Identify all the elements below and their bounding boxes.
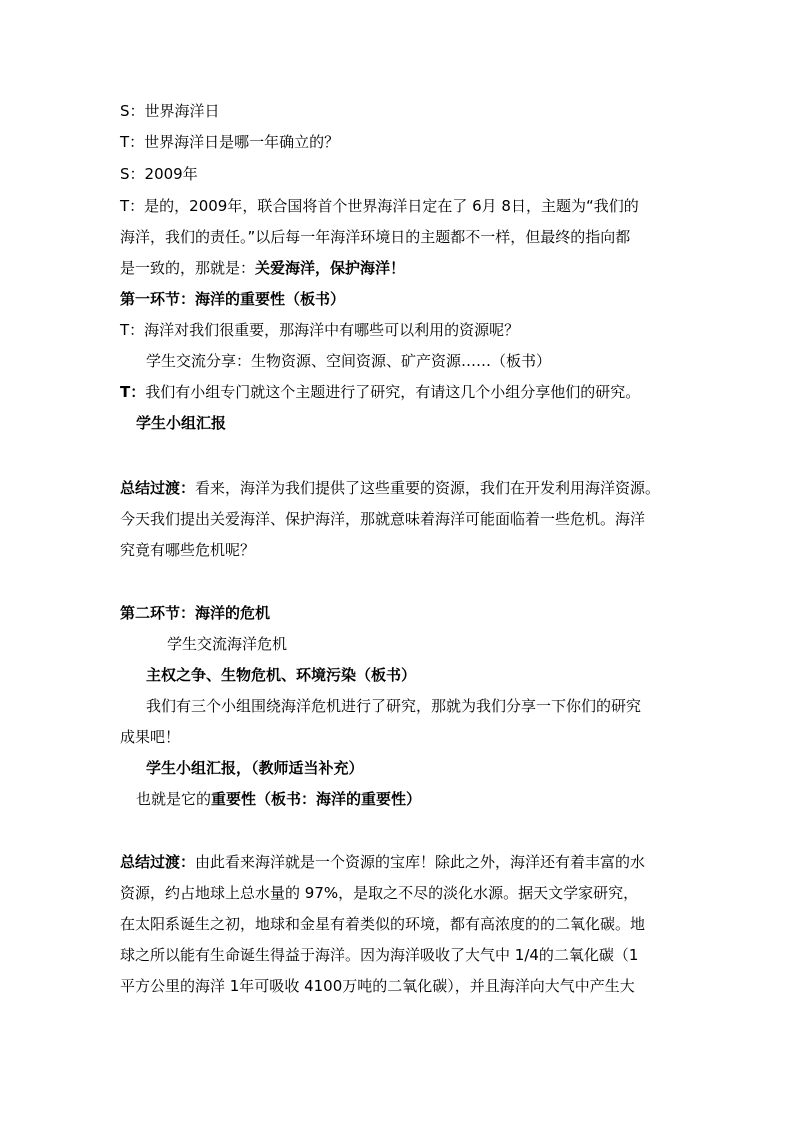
group-report-line: 学生小组汇报，（教师适当补充）	[146, 759, 364, 777]
paragraph-line: 我们有三个小组围绕海洋危机进行了研究，那就为我们分享一下你们的研究	[146, 697, 642, 715]
dialogue-line: T：海洋对我们很重要，那海洋中有哪些可以利用的资源呢？	[120, 321, 520, 339]
paragraph-text: 是一致的，那就是：	[120, 259, 256, 277]
group-report-line: 学生小组汇报	[136, 414, 227, 432]
dialogue-line: S：2009年	[120, 165, 198, 183]
dialogue-line: T：世界海洋日是哪一年确立的？	[120, 133, 340, 151]
student-share-line: 学生交流分享：生物资源、空间资源、矿产资源……（板书）	[146, 352, 552, 370]
paragraph-line: 资源，约占地球上总水量的 97%，是取之不尽的淡化水源。据天文学家研究，	[120, 884, 639, 902]
paragraph-line	[136, 789, 421, 809]
section-heading-1: 第一环节：海洋的重要性（板书）	[120, 290, 346, 308]
section-heading-2: 第二环节：海洋的危机	[120, 604, 271, 622]
paragraph-line: 平方公里的海洋 1年可吸收 4100万吨的二氧化碳），并且海洋向大气中产生大	[120, 977, 635, 995]
paragraph-line: T：是的，2009年，联合国将首个世界海洋日定在了 6月 8日，主题为“我们的	[120, 197, 639, 215]
paragraph-line: 究竟有哪些危机呢？	[120, 541, 256, 559]
paragraph-text: 我们有小组专门就这个主题进行了研究，有请这几个小组分享他们的研究。	[145, 383, 641, 401]
summary-label: 总结过渡：	[120, 853, 196, 871]
dialogue-line	[120, 382, 640, 402]
summary-line	[120, 478, 660, 498]
board-note-line: 主权之争、生物危机、环境污染（板书）	[146, 666, 417, 684]
speaker-label: T：	[120, 383, 146, 401]
emphasis-text: 关爱海洋，保护海洋！	[255, 259, 406, 277]
paragraph-text: 由此看来海洋就是一个资源的宝库！除此之外，海洋还有着丰富的水	[195, 853, 646, 871]
student-share-line: 学生交流海洋危机	[167, 635, 288, 653]
paragraph-text: 看来，海洋为我们提供了这些重要的资源，我们在开发利用海洋资源。	[195, 479, 661, 497]
summary-label: 总结过渡：	[120, 479, 196, 497]
paragraph-text: 也就是它的	[136, 790, 212, 808]
emphasis-text: 重要性（板书：海洋的重要性）	[211, 790, 422, 808]
summary-line	[120, 852, 645, 872]
paragraph-line: 在太阳系诞生之初，地球和金星有着类似的环境，都有高浓度的的二氧化碳。地	[120, 915, 646, 933]
paragraph-line: 今天我们提出关爱海洋、保护海洋，那就意味着海洋可能面临着一些危机。海洋	[120, 510, 646, 528]
paragraph-line: 球之所以能有生命诞生得益于海洋。因为海洋吸收了大气中 1/4的二氧化碳（1	[120, 946, 639, 964]
paragraph-line: 海洋，我们的责任。”以后每一年海洋环境日的主题都不一样，但最终的指向都	[120, 228, 631, 246]
paragraph-line: 成果吧！	[120, 728, 181, 746]
dialogue-line: S：世界海洋日	[120, 102, 220, 120]
paragraph-line	[120, 258, 405, 278]
